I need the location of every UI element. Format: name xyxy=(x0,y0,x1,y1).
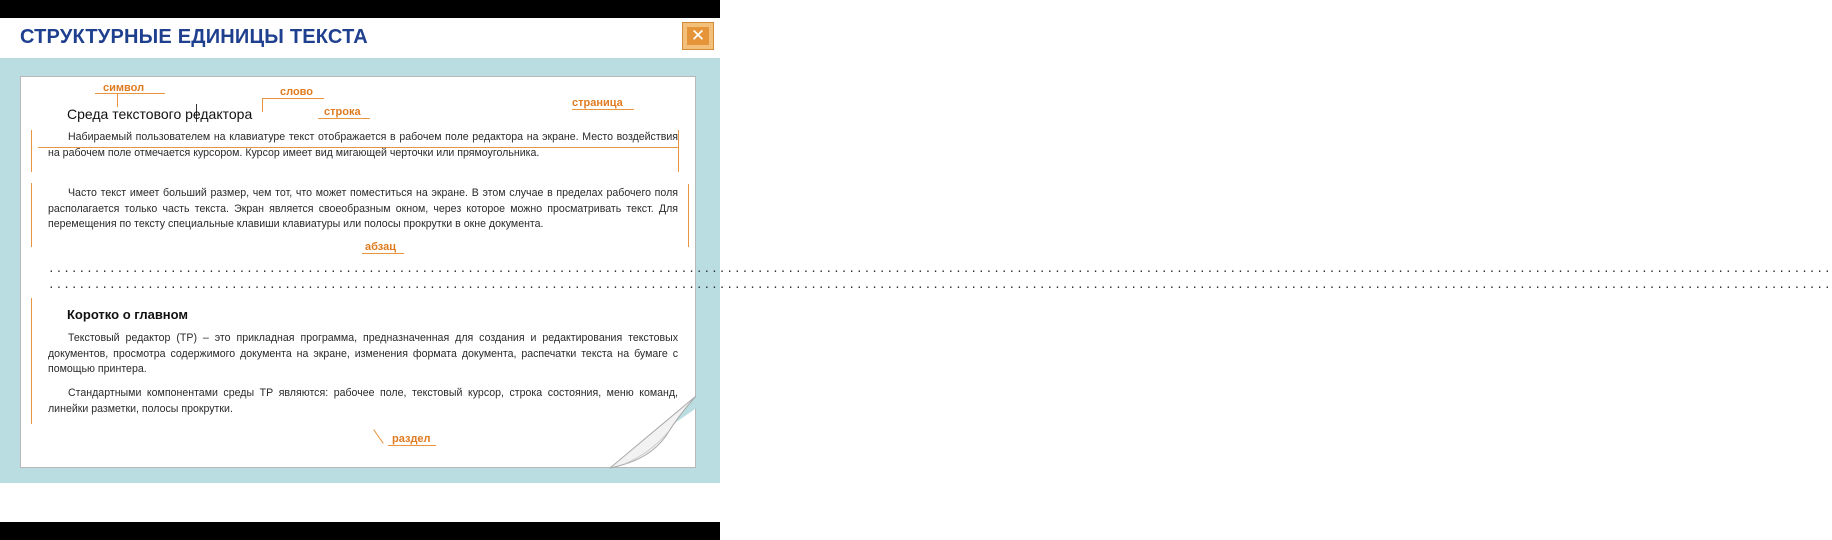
close-icon xyxy=(687,27,709,45)
bottom-black-bar xyxy=(0,522,720,540)
section-connector xyxy=(388,445,436,446)
label-word: слово xyxy=(280,86,314,98)
heading-editor-environment: Среда текстового редактора xyxy=(67,106,253,122)
label-symbol: символ xyxy=(103,82,145,94)
section-marker xyxy=(31,298,32,424)
word-connector xyxy=(262,98,324,99)
page-marker-right xyxy=(688,184,689,247)
paragraph-1: Набираемый пользователем на клавиатуре текст отображается в рабочем поле редактора на экране. Место воздействия на рабочем поле отмечается курсором. Курсор имеет вид мигающей черточки или прямоугольника. xyxy=(48,131,678,159)
slide-title: СТРУКТУРНЫЕ ЕДИНИЦЫ ТЕКСТА xyxy=(20,26,368,48)
page-connector xyxy=(572,109,634,110)
close-button[interactable] xyxy=(682,22,714,50)
heading-marker-right xyxy=(678,130,679,172)
paragraph-connector xyxy=(362,253,404,254)
paragraph-marker xyxy=(31,183,32,247)
symbol-connector-v xyxy=(117,93,118,107)
paragraph-3: Текстовый редактор (ТР) – это прикладная программа, предназначенная для создания и редактирования текстовых документов, просмотра содержимого документа на экране, изменения формата документа, распечатки текста на бумаге с помощью принтера. xyxy=(48,332,678,376)
paragraph-4: Стандартными компонентами среды ТР являются: рабочее поле, текстовый курсор, строка состояния, меню команд, линейки разметки, полосы прокрутки. xyxy=(48,387,678,415)
close-glyph: ✕ xyxy=(690,26,706,46)
top-black-bar xyxy=(0,0,720,18)
line-connector xyxy=(318,118,370,119)
label-page: страница xyxy=(572,97,623,109)
heading-summary: Коротко о главном xyxy=(67,307,189,322)
line-marker xyxy=(31,130,32,172)
label-section: раздел xyxy=(392,433,431,445)
paragraph-2: Часто текст имеет больший размер, чем тот, что может поместиться на экране. В этом случае в пределах рабочего поля располагается только часть текста. Экран является своеобразным окном, через которое можно просматривать текст. Для перемещения по тексту специальные клавиши клавиатуры или полосы прокрутки в окне документа. xyxy=(48,187,678,231)
label-paragraph: абзац xyxy=(365,241,396,253)
bottom-white-band xyxy=(0,483,720,522)
dotted-separator-2: .......................................................................................................................................................................................................................................... xyxy=(48,278,1832,291)
word-connector-v xyxy=(262,98,263,112)
dotted-separator-1: .......................................................................................................................................................................................................................................... xyxy=(48,262,1832,275)
label-line: строка xyxy=(324,106,361,118)
